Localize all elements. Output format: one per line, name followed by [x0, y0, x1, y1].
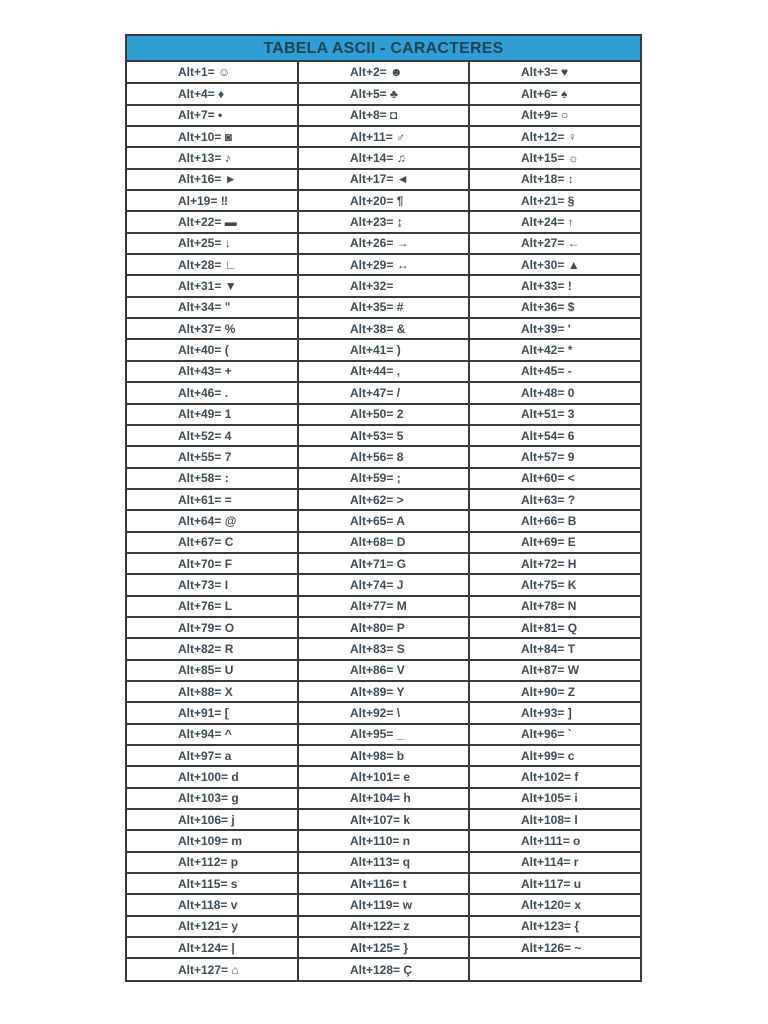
table-cell: Alt+84= T — [469, 638, 640, 659]
table-cell: Alt+100= d — [127, 766, 298, 787]
table-cell: Al+19= ‼ — [127, 190, 298, 211]
table-row — [127, 532, 640, 553]
table-cell: Alt+58= : — [127, 468, 298, 489]
table-row — [127, 126, 640, 147]
table-cell: Alt+59= ; — [298, 468, 469, 489]
table-cell: Alt+111= o — [469, 830, 640, 851]
table-cell: Alt+88= X — [127, 681, 298, 702]
table-row — [127, 788, 640, 809]
table-cell: Alt+95= _ — [298, 724, 469, 745]
table-row — [127, 425, 640, 446]
table-cell: Alt+48= 0 — [469, 382, 640, 403]
table-cell: Alt+65= A — [298, 510, 469, 531]
table-cell: Alt+96= ` — [469, 724, 640, 745]
table-cell: Alt+109= m — [127, 830, 298, 851]
table-cell: Alt+11= ♂ — [298, 126, 469, 147]
table-row — [127, 681, 640, 702]
table-cell: Alt+92= \ — [298, 702, 469, 723]
table-cell: Alt+106= j — [127, 809, 298, 830]
table-cell: Alt+29= ↔ — [298, 254, 469, 275]
table-cell: Alt+71= G — [298, 553, 469, 574]
table-cell: Alt+43= + — [127, 361, 298, 382]
table-cell: Alt+50= 2 — [298, 404, 469, 425]
table-cell: Alt+42= * — [469, 339, 640, 360]
table-cell: Alt+99= c — [469, 745, 640, 766]
table-cell: Alt+83= S — [298, 638, 469, 659]
table-cell: Alt+85= U — [127, 660, 298, 681]
table-row — [127, 510, 640, 531]
table-cell: Alt+47= / — [298, 382, 469, 403]
table-cell: Alt+98= b — [298, 745, 469, 766]
table-cell: Alt+75= K — [469, 574, 640, 595]
ascii-table — [127, 62, 640, 980]
table-cell: Alt+125= } — [298, 937, 469, 958]
table-cell: Alt+120= x — [469, 894, 640, 915]
table-cell: Alt+63= ? — [469, 489, 640, 510]
table-cell: Alt+69= E — [469, 532, 640, 553]
table-row — [127, 404, 640, 425]
table-cell: Alt+114= r — [469, 852, 640, 873]
table-row — [127, 105, 640, 126]
table-cell: Alt+74= J — [298, 574, 469, 595]
table-row — [127, 766, 640, 787]
table-cell: Alt+54= 6 — [469, 425, 640, 446]
table-cell: Alt+1= ☺ — [127, 62, 298, 83]
table-cell: Alt+2= ☻ — [298, 62, 469, 83]
table-cell: Alt+18= ↕ — [469, 169, 640, 190]
table-row — [127, 297, 640, 318]
table-cell: Alt+89= Y — [298, 681, 469, 702]
table-row — [127, 937, 640, 958]
table-row — [127, 147, 640, 168]
table-cell: Alt+3= ♥ — [469, 62, 640, 83]
table-cell: Alt+12= ♀ — [469, 126, 640, 147]
table-row — [127, 553, 640, 574]
table-cell: Alt+117= u — [469, 873, 640, 894]
table-cell: Alt+38= & — [298, 318, 469, 339]
table-row — [127, 275, 640, 296]
table-cell: Alt+94= ^ — [127, 724, 298, 745]
table-cell: Alt+9= ○ — [469, 105, 640, 126]
table-cell: Alt+17= ◄ — [298, 169, 469, 190]
table-row — [127, 702, 640, 723]
table-row — [127, 873, 640, 894]
table-cell: Alt+41= ) — [298, 339, 469, 360]
table-cell: Alt+102= f — [469, 766, 640, 787]
table-cell: Alt+14= ♫ — [298, 147, 469, 168]
table-cell: Alt+51= 3 — [469, 404, 640, 425]
table-cell: Alt+46= . — [127, 382, 298, 403]
table-row — [127, 638, 640, 659]
table-cell: Alt+81= Q — [469, 617, 640, 638]
table-row — [127, 211, 640, 232]
table-cell: Alt+35= # — [298, 297, 469, 318]
table-cell: Alt+8= ◘ — [298, 105, 469, 126]
table-row — [127, 958, 640, 979]
table-cell: Alt+61= = — [127, 489, 298, 510]
table-row — [127, 809, 640, 830]
table-row — [127, 169, 640, 190]
table-cell: Alt+21= § — [469, 190, 640, 211]
table-cell: Alt+26= → — [298, 233, 469, 254]
table-row — [127, 233, 640, 254]
table-cell: Alt+44= , — [298, 361, 469, 382]
table-row — [127, 660, 640, 681]
table-row — [127, 830, 640, 851]
table-cell: Alt+76= L — [127, 596, 298, 617]
table-cell: Alt+107= k — [298, 809, 469, 830]
table-cell: Alt+37= % — [127, 318, 298, 339]
table-cell: Alt+70= F — [127, 553, 298, 574]
table-row — [127, 361, 640, 382]
table-cell: Alt+10= ◙ — [127, 126, 298, 147]
table-row — [127, 745, 640, 766]
table-cell: Alt+68= D — [298, 532, 469, 553]
table-cell: Alt+16= ► — [127, 169, 298, 190]
table-cell: Alt+28= ∟ — [127, 254, 298, 275]
table-cell: Alt+6= ♠ — [469, 83, 640, 104]
table-cell: Alt+36= $ — [469, 297, 640, 318]
table-cell: Alt+124= | — [127, 937, 298, 958]
table-cell: Alt+128= Ç — [298, 958, 469, 979]
table-cell: Alt+90= Z — [469, 681, 640, 702]
table-cell: Alt+108= l — [469, 809, 640, 830]
table-row — [127, 446, 640, 467]
table-row — [127, 382, 640, 403]
table-cell: Alt+24= ↑ — [469, 211, 640, 232]
table-cell: Alt+30= ▲ — [469, 254, 640, 275]
table-cell: Alt+56= 8 — [298, 446, 469, 467]
table-cell: Alt+20= ¶ — [298, 190, 469, 211]
table-cell: Alt+86= V — [298, 660, 469, 681]
table-row — [127, 574, 640, 595]
table-cell: Alt+103= g — [127, 788, 298, 809]
table-row — [127, 596, 640, 617]
ascii-table-container — [125, 34, 642, 982]
table-row — [127, 916, 640, 937]
table-cell: Alt+39= ' — [469, 318, 640, 339]
table-cell: Alt+57= 9 — [469, 446, 640, 467]
table-cell: Alt+32= — [298, 275, 469, 296]
table-row — [127, 254, 640, 275]
table-cell: Alt+77= M — [298, 596, 469, 617]
table-cell: Alt+113= q — [298, 852, 469, 873]
table-cell: Alt+80= P — [298, 617, 469, 638]
table-cell: Alt+104= h — [298, 788, 469, 809]
table-row — [127, 318, 640, 339]
table-cell: Alt+119= w — [298, 894, 469, 915]
table-cell: Alt+110= n — [298, 830, 469, 851]
table-cell: Alt+115= s — [127, 873, 298, 894]
table-cell: Alt+91= [ — [127, 702, 298, 723]
table-cell: Alt+25= ↓ — [127, 233, 298, 254]
table-cell: Alt+72= H — [469, 553, 640, 574]
table-cell: Alt+22= ▬ — [127, 211, 298, 232]
table-cell: Alt+121= y — [127, 916, 298, 937]
table-cell: Alt+27= ← — [469, 233, 640, 254]
table-cell: Alt+67= C — [127, 532, 298, 553]
table-cell: Alt+118= v — [127, 894, 298, 915]
table-cell: Alt+13= ♪ — [127, 147, 298, 168]
table-cell: Alt+122= z — [298, 916, 469, 937]
table-cell: Alt+33= ! — [469, 275, 640, 296]
table-cell: Alt+53= 5 — [298, 425, 469, 446]
table-cell: Alt+7= • — [127, 105, 298, 126]
table-row — [127, 617, 640, 638]
table-cell: Alt+40= ( — [127, 339, 298, 360]
table-cell: Alt+87= W — [469, 660, 640, 681]
table-cell: Alt+31= ▼ — [127, 275, 298, 296]
table-cell: Alt+79= O — [127, 617, 298, 638]
table-cell: Alt+60= < — [469, 468, 640, 489]
table-row — [127, 894, 640, 915]
table-row — [127, 489, 640, 510]
table-cell: Alt+78= N — [469, 596, 640, 617]
table-cell: Alt+52= 4 — [127, 425, 298, 446]
table-cell: Alt+23= ↨ — [298, 211, 469, 232]
table-cell: Alt+105= i — [469, 788, 640, 809]
table-cell: Alt+116= t — [298, 873, 469, 894]
table-cell: Alt+123= { — [469, 916, 640, 937]
table-cell: Alt+62= > — [298, 489, 469, 510]
table-row — [127, 62, 640, 83]
table-cell: Alt+126= ~ — [469, 937, 640, 958]
table-cell: Alt+97= a — [127, 745, 298, 766]
table-row — [127, 83, 640, 104]
table-cell: Alt+64= @ — [127, 510, 298, 531]
table-row — [127, 852, 640, 873]
table-cell: Alt+93= ] — [469, 702, 640, 723]
table-cell: Alt+34= " — [127, 297, 298, 318]
table-cell: Alt+73= I — [127, 574, 298, 595]
table-title: TABELA ASCII - CARACTERES — [127, 36, 640, 62]
table-cell — [469, 958, 640, 979]
table-row — [127, 468, 640, 489]
table-cell: Alt+5= ♣ — [298, 83, 469, 104]
table-cell: Alt+66= B — [469, 510, 640, 531]
table-row — [127, 724, 640, 745]
table-cell: Alt+4= ♦ — [127, 83, 298, 104]
table-cell: Alt+82= R — [127, 638, 298, 659]
table-cell: Alt+45= - — [469, 361, 640, 382]
table-cell: Alt+49= 1 — [127, 404, 298, 425]
table-cell: Alt+127= ⌂ — [127, 958, 298, 979]
table-cell: Alt+101= e — [298, 766, 469, 787]
table-cell: Alt+55= 7 — [127, 446, 298, 467]
table-row — [127, 339, 640, 360]
table-cell: Alt+112= p — [127, 852, 298, 873]
table-cell: Alt+15= ☼ — [469, 147, 640, 168]
table-body — [127, 62, 640, 980]
table-row — [127, 190, 640, 211]
